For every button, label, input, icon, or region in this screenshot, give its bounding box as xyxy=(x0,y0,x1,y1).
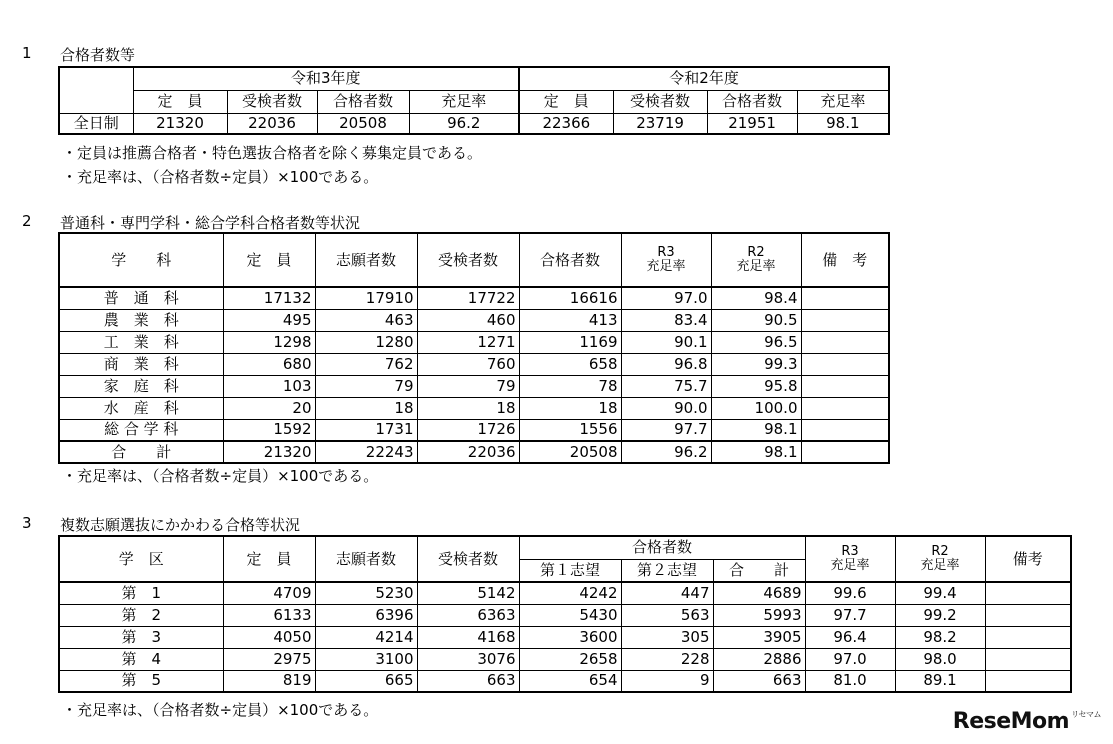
s2-passed-cell: 658 xyxy=(519,353,621,375)
table-row xyxy=(59,375,889,397)
s2-applicants-cell: 79 xyxy=(315,375,417,397)
s3-remarks-cell xyxy=(985,582,1071,604)
s2-dept-cell: 家 庭 科 xyxy=(59,375,223,397)
s2-examinees-cell: 460 xyxy=(417,309,519,331)
table-row xyxy=(59,331,889,353)
s2-h-r2-label: R2 xyxy=(747,245,765,261)
s3-examinees-cell: 663 xyxy=(417,670,519,692)
s2-remarks-cell xyxy=(801,397,889,419)
s3-sum-cell: 2886 xyxy=(713,648,805,670)
s2-examinees-cell: 760 xyxy=(417,353,519,375)
s3-second-cell: 228 xyxy=(621,648,713,670)
s2-note: ・充足率は、（合格者数÷定員）×100である。 xyxy=(62,467,379,485)
s3-first-cell: 3600 xyxy=(519,626,621,648)
s3-r3-cell: 96.4 xyxy=(805,626,895,648)
s2-passed-cell: 1169 xyxy=(519,331,621,353)
s3-h-r2-sub: 充足率 xyxy=(920,558,960,573)
s3-sum-cell: 663 xyxy=(713,670,805,692)
s2-examinees-cell: 1271 xyxy=(417,331,519,353)
s1-year-r3: 令和3年度 xyxy=(133,67,519,90)
s2-dept-cell: 総 合 学 科 xyxy=(59,419,223,441)
s2-h-dept: 学 科 xyxy=(59,233,223,287)
s2-examinees-cell: 1726 xyxy=(417,419,519,441)
s3-district-cell: 第 3 xyxy=(59,626,223,648)
s3-h-sum: 合 計 xyxy=(713,559,805,582)
s1-r3-capacity: 21320 xyxy=(133,113,227,134)
s2-r3-cell: 97.0 xyxy=(621,287,711,309)
s2-total-r2: 98.1 xyxy=(711,441,801,463)
s3-examinees-cell: 3076 xyxy=(417,648,519,670)
s3-sum-cell: 3905 xyxy=(713,626,805,648)
s1-r2-examinees: 23719 xyxy=(613,113,707,134)
s3-r2-cell: 99.2 xyxy=(895,604,985,626)
s2-total-examinees: 22036 xyxy=(417,441,519,463)
section-3-title: 複数志願選抜にかかわる合格等状況 xyxy=(60,516,301,534)
s3-second-cell: 305 xyxy=(621,626,713,648)
s1-h-capacity-r3: 定 員 xyxy=(133,90,227,113)
s3-body xyxy=(59,582,1071,692)
s2-r3-cell: 90.1 xyxy=(621,331,711,353)
s3-h-r3-rate xyxy=(805,536,895,582)
s2-dept-cell: 商 業 科 xyxy=(59,353,223,375)
s3-h-district: 学 区 xyxy=(59,536,223,582)
s3-first-cell: 654 xyxy=(519,670,621,692)
s2-capacity-cell: 103 xyxy=(223,375,315,397)
s3-r3-cell: 99.6 xyxy=(805,582,895,604)
s2-passed-cell: 18 xyxy=(519,397,621,419)
s3-examinees-cell: 5142 xyxy=(417,582,519,604)
s2-total-label: 合 計 xyxy=(59,441,223,463)
s2-h-examinees: 受検者数 xyxy=(417,233,519,287)
s2-total-capacity: 21320 xyxy=(223,441,315,463)
s3-h-r2-label: R2 xyxy=(931,544,949,560)
s3-h-r3-label: R3 xyxy=(841,544,859,560)
s1-h-passed-r2: 合格者数 xyxy=(707,90,797,113)
s1-h-examinees-r3: 受検者数 xyxy=(227,90,317,113)
s2-h-r3-sub: 充足率 xyxy=(646,259,686,274)
s3-first-cell: 5430 xyxy=(519,604,621,626)
s3-h-remarks: 備考 xyxy=(985,536,1071,582)
s2-capacity-cell: 1298 xyxy=(223,331,315,353)
s2-applicants-cell: 17910 xyxy=(315,287,417,309)
s1-corner-cell xyxy=(59,67,133,113)
s3-r2-cell: 99.4 xyxy=(895,582,985,604)
table-row xyxy=(59,604,1071,626)
table-row xyxy=(59,626,1071,648)
s2-remarks-cell xyxy=(801,309,889,331)
s3-h-passed: 合格者数 xyxy=(519,536,805,559)
s3-applicants-cell: 3100 xyxy=(315,648,417,670)
s3-capacity-cell: 4050 xyxy=(223,626,315,648)
s2-r2-cell: 96.5 xyxy=(711,331,801,353)
s1-year-r2: 令和2年度 xyxy=(519,67,889,90)
s3-remarks-cell xyxy=(985,670,1071,692)
s3-applicants-cell: 5230 xyxy=(315,582,417,604)
table-row xyxy=(59,353,889,375)
watermark-sub: リセマム xyxy=(1071,710,1101,719)
s3-second-cell: 563 xyxy=(621,604,713,626)
s3-capacity-cell: 6133 xyxy=(223,604,315,626)
s2-r2-cell: 90.5 xyxy=(711,309,801,331)
s2-remarks-cell xyxy=(801,419,889,441)
s2-applicants-cell: 1731 xyxy=(315,419,417,441)
s3-r2-cell: 98.2 xyxy=(895,626,985,648)
s2-h-passed: 合格者数 xyxy=(519,233,621,287)
s2-remarks-cell xyxy=(801,375,889,397)
s2-applicants-cell: 762 xyxy=(315,353,417,375)
s2-passed-cell: 78 xyxy=(519,375,621,397)
watermark-brand: ReseMom xyxy=(952,709,1070,734)
s3-h-r2-rate xyxy=(895,536,985,582)
s1-h-rate-r3: 充足率 xyxy=(409,90,519,113)
s2-h-r2-sub: 充足率 xyxy=(736,259,776,274)
s1-r2-rate: 98.1 xyxy=(797,113,889,134)
s2-total-passed: 20508 xyxy=(519,441,621,463)
s3-second-cell: 9 xyxy=(621,670,713,692)
s3-h-capacity: 定 員 xyxy=(223,536,315,582)
s3-examinees-cell: 6363 xyxy=(417,604,519,626)
s3-remarks-cell xyxy=(985,604,1071,626)
s3-district-cell: 第 1 xyxy=(59,582,223,604)
s2-r2-cell: 95.8 xyxy=(711,375,801,397)
s2-body xyxy=(59,287,889,441)
section-2-number: 2 xyxy=(22,212,32,230)
s3-r3-cell: 97.7 xyxy=(805,604,895,626)
s2-dept-cell: 水 産 科 xyxy=(59,397,223,419)
s3-second-cell: 447 xyxy=(621,582,713,604)
s2-dept-cell: 農 業 科 xyxy=(59,309,223,331)
s2-capacity-cell: 20 xyxy=(223,397,315,419)
s1-h-rate-r2: 充足率 xyxy=(797,90,889,113)
s2-r3-cell: 75.7 xyxy=(621,375,711,397)
s1-r2-passed: 21951 xyxy=(707,113,797,134)
s2-capacity-cell: 17132 xyxy=(223,287,315,309)
s1-note-1: ・定員は推薦合格者・特色選抜合格者を除く募集定員である。 xyxy=(62,144,483,162)
s2-total-applicants: 22243 xyxy=(315,441,417,463)
s2-examinees-cell: 18 xyxy=(417,397,519,419)
s3-h-first: 第１志望 xyxy=(519,559,621,582)
s2-h-r2-rate xyxy=(711,233,801,287)
s2-capacity-cell: 1592 xyxy=(223,419,315,441)
s3-applicants-cell: 665 xyxy=(315,670,417,692)
s3-h-second: 第２志望 xyxy=(621,559,713,582)
s1-r2-capacity: 22366 xyxy=(519,113,613,134)
s2-h-r3-label: R3 xyxy=(657,245,675,261)
s3-h-examinees: 受検者数 xyxy=(417,536,519,582)
s1-note-2: ・充足率は、（合格者数÷定員）×100である。 xyxy=(62,168,379,186)
section-1-table xyxy=(58,66,890,135)
s2-capacity-cell: 680 xyxy=(223,353,315,375)
s2-remarks-cell xyxy=(801,287,889,309)
s2-r3-cell: 97.7 xyxy=(621,419,711,441)
s2-applicants-cell: 18 xyxy=(315,397,417,419)
s2-h-capacity: 定 員 xyxy=(223,233,315,287)
table-row xyxy=(59,309,889,331)
s3-first-cell: 4242 xyxy=(519,582,621,604)
s3-capacity-cell: 819 xyxy=(223,670,315,692)
s3-sum-cell: 5993 xyxy=(713,604,805,626)
s2-total-r3: 96.2 xyxy=(621,441,711,463)
table-row xyxy=(59,582,1071,604)
s2-r2-cell: 98.4 xyxy=(711,287,801,309)
table-row xyxy=(59,397,889,419)
section-1-title: 合格者数等 xyxy=(60,46,136,64)
s2-h-remarks: 備 考 xyxy=(801,233,889,287)
s3-examinees-cell: 4168 xyxy=(417,626,519,648)
s2-h-r3-rate xyxy=(621,233,711,287)
resemom-logo xyxy=(953,709,1101,734)
s1-h-capacity-r2: 定 員 xyxy=(519,90,613,113)
s3-note: ・充足率は、（合格者数÷定員）×100である。 xyxy=(62,701,379,719)
s2-remarks-cell xyxy=(801,353,889,375)
s2-examinees-cell: 17722 xyxy=(417,287,519,309)
s3-district-cell: 第 4 xyxy=(59,648,223,670)
s3-applicants-cell: 4214 xyxy=(315,626,417,648)
s3-remarks-cell xyxy=(985,626,1071,648)
section-2-title: 普通科・専門学科・総合学科合格者数等状況 xyxy=(60,214,361,232)
s3-sum-cell: 4689 xyxy=(713,582,805,604)
s3-h-r3-sub: 充足率 xyxy=(830,558,870,573)
s2-r3-cell: 90.0 xyxy=(621,397,711,419)
s2-passed-cell: 413 xyxy=(519,309,621,331)
s1-h-examinees-r2: 受検者数 xyxy=(613,90,707,113)
s2-r2-cell: 98.1 xyxy=(711,419,801,441)
s2-examinees-cell: 79 xyxy=(417,375,519,397)
s3-r2-cell: 98.0 xyxy=(895,648,985,670)
table-row xyxy=(59,287,889,309)
s1-r3-rate: 96.2 xyxy=(409,113,519,134)
s2-passed-cell: 16616 xyxy=(519,287,621,309)
s2-r3-cell: 83.4 xyxy=(621,309,711,331)
s3-district-cell: 第 5 xyxy=(59,670,223,692)
s2-r3-cell: 96.8 xyxy=(621,353,711,375)
s3-remarks-cell xyxy=(985,648,1071,670)
table-row xyxy=(59,648,1071,670)
s2-passed-cell: 1556 xyxy=(519,419,621,441)
s1-r3-examinees: 22036 xyxy=(227,113,317,134)
s2-applicants-cell: 1280 xyxy=(315,331,417,353)
s3-capacity-cell: 4709 xyxy=(223,582,315,604)
s1-r3-passed: 20508 xyxy=(317,113,409,134)
s2-total-remarks xyxy=(801,441,889,463)
table-row xyxy=(59,670,1071,692)
s2-dept-cell: 工 業 科 xyxy=(59,331,223,353)
s1-h-passed-r3: 合格者数 xyxy=(317,90,409,113)
section-3-number: 3 xyxy=(22,514,32,532)
section-2-table xyxy=(58,232,890,464)
s2-remarks-cell xyxy=(801,331,889,353)
table-row xyxy=(59,419,889,441)
s3-r2-cell: 89.1 xyxy=(895,670,985,692)
s3-r3-cell: 81.0 xyxy=(805,670,895,692)
section-3-table xyxy=(58,535,1072,693)
s3-first-cell: 2658 xyxy=(519,648,621,670)
s2-applicants-cell: 463 xyxy=(315,309,417,331)
s3-district-cell: 第 2 xyxy=(59,604,223,626)
s3-h-applicants: 志願者数 xyxy=(315,536,417,582)
s2-capacity-cell: 495 xyxy=(223,309,315,331)
s2-r2-cell: 100.0 xyxy=(711,397,801,419)
s2-h-applicants: 志願者数 xyxy=(315,233,417,287)
s2-r2-cell: 99.3 xyxy=(711,353,801,375)
s2-dept-cell: 普 通 科 xyxy=(59,287,223,309)
s3-applicants-cell: 6396 xyxy=(315,604,417,626)
s3-capacity-cell: 2975 xyxy=(223,648,315,670)
s1-row-label: 全日制 xyxy=(59,113,133,134)
section-1-number: 1 xyxy=(22,44,32,62)
s3-r3-cell: 97.0 xyxy=(805,648,895,670)
